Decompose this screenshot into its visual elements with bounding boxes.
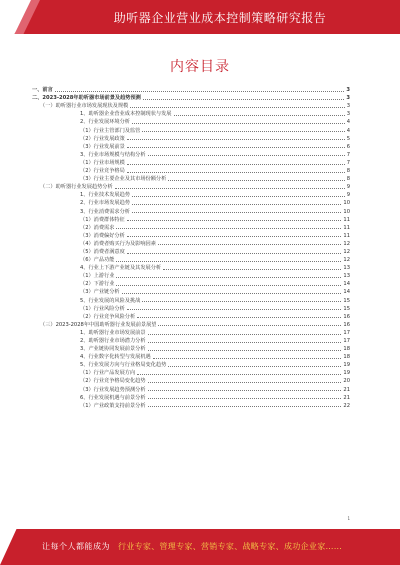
toc-entry[interactable]	[32, 344, 350, 352]
toc-entry[interactable]	[32, 368, 350, 376]
toc-entry-page: 9	[346, 184, 350, 191]
toc-entry-page: 13	[343, 273, 350, 280]
report-header	[0, 0, 400, 34]
toc-leader-dots	[115, 188, 345, 189]
toc-entry-label: 1、助听器企业营业成本控制现状与发展	[80, 111, 172, 118]
toc-entry-label: （3）行业主要企业及其市场份额分析	[80, 176, 167, 183]
toc-leader-dots	[55, 91, 345, 92]
toc-entry-label: 4、行业数字化转型与发展机遇	[80, 354, 151, 361]
toc-leader-dots	[132, 204, 341, 205]
toc-entry-page: 4	[346, 119, 350, 126]
toc-entry-page: 11	[343, 232, 350, 239]
toc-entry[interactable]	[32, 279, 350, 287]
toc-entry-page: 11	[343, 224, 350, 231]
toc-entry-page: 13	[343, 265, 350, 272]
toc-leader-dots	[158, 244, 341, 245]
toc-leader-dots	[116, 277, 341, 278]
toc-entry-label: （3）消费偏好分析	[80, 232, 125, 239]
toc-entry-label: （3）产业链分析	[80, 289, 120, 296]
toc-entry-page: 14	[343, 281, 350, 288]
toc-entry-page: 16	[343, 321, 350, 328]
toc-leader-dots	[148, 334, 342, 335]
toc-entry[interactable]	[32, 231, 350, 239]
toc-entry[interactable]	[32, 271, 350, 279]
toc-entry[interactable]	[32, 401, 350, 409]
toc-entry-label: 5、行业发展方向与行业格局变化趋势	[80, 362, 167, 369]
toc-entry[interactable]	[32, 142, 350, 150]
toc-leader-dots	[142, 131, 344, 132]
toc-entry-page: 10	[343, 208, 350, 215]
toc-entry-label: （3）行业发展趋势预测分析	[80, 386, 146, 393]
report-footer	[0, 529, 400, 565]
toc-entry[interactable]	[32, 247, 350, 255]
toc-entry[interactable]	[32, 328, 350, 336]
toc-entry-page: 8	[346, 176, 350, 183]
toc-entry-label: 3、产业链协同发展前景分析	[80, 346, 146, 353]
toc-leader-dots	[127, 220, 342, 221]
toc-entry[interactable]	[32, 109, 350, 117]
toc-entry-page: 6	[346, 143, 350, 150]
toc-entry[interactable]	[32, 304, 350, 312]
toc-entry-page: 14	[343, 289, 350, 296]
toc-leader-dots	[174, 115, 345, 116]
footer-white-slant	[0, 529, 30, 565]
toc-leader-dots	[168, 366, 341, 367]
toc-entry-label: （2）消费需求	[80, 224, 115, 231]
toc-entry-label: （1）行业主管部门及监管	[80, 127, 141, 134]
toc-entry-page: 18	[343, 346, 350, 353]
toc-entry-label: 二、2023-2028年助听器市场前景及趋势预测	[32, 95, 141, 102]
toc-entry-label: （1）产业政策支持前景分析	[80, 402, 146, 409]
toc-entry-page: 20	[343, 378, 350, 385]
toc-leader-dots	[116, 285, 341, 286]
toc-entry[interactable]	[32, 198, 350, 206]
toc-entry[interactable]	[32, 263, 350, 271]
toc-entry-label: 6、行业发展机遇与前景分析	[80, 394, 146, 401]
report-title: 助听器企业营业成本控制策略研究报告	[113, 11, 327, 25]
toc-entry[interactable]	[32, 215, 350, 223]
toc-entry[interactable]	[32, 117, 350, 125]
toc-entry-label: 2、助听器行业市场潜力分析	[80, 338, 146, 344]
toc-entry[interactable]	[32, 287, 350, 295]
toc-entry-page: 22	[343, 402, 350, 409]
toc-entry[interactable]	[32, 85, 350, 93]
toc-entry-page: 21	[343, 394, 350, 401]
toc-entry-page: 15	[343, 297, 350, 304]
toc-leader-dots	[127, 236, 342, 237]
toc-entry-label: 1、行业技术发展趋势	[80, 192, 130, 199]
toc-entry-page: 12	[343, 240, 350, 247]
toc-entry-label: （一）助听器行业市场发展现状及规模	[40, 103, 129, 110]
toc-entry[interactable]	[32, 295, 350, 303]
toc-entry-label: 3、行业市场规模与结构分析	[80, 151, 146, 158]
toc-entry-label: （2）行业竞争格局变化趋势	[80, 378, 146, 385]
toc-entry[interactable]	[32, 336, 350, 344]
toc-leader-dots	[127, 309, 342, 310]
toc-leader-dots	[132, 196, 345, 197]
toc-leader-dots	[132, 123, 345, 124]
toc-entry[interactable]	[32, 93, 350, 101]
toc-entry-page: 8	[346, 168, 350, 175]
toc-entry-label: 2、行业市场发展趋势	[80, 200, 130, 207]
toc-entry-page: 12	[343, 248, 350, 255]
toc-leader-dots	[148, 398, 342, 399]
toc-entry-label: 1、助听器行业市场发展前景	[80, 329, 146, 336]
toc-entry-page: 15	[343, 305, 350, 312]
toc-entry-page: 19	[343, 370, 350, 377]
toc-leader-dots	[127, 253, 342, 254]
toc-entry-page: 10	[343, 200, 350, 207]
table-of-contents	[32, 85, 350, 409]
toc-entry[interactable]	[32, 174, 350, 182]
toc-entry-label: 3、行业消费需求分析	[80, 208, 130, 215]
toc-entry[interactable]	[32, 352, 350, 360]
toc-leader-dots	[116, 261, 341, 262]
toc-entry-label: （1）行业产品发展方向	[80, 370, 136, 377]
toc-entry-page: 5	[346, 135, 350, 142]
toc-entry-page: 4	[346, 127, 350, 134]
toc-entry[interactable]	[32, 166, 350, 174]
toc-entry[interactable]	[32, 384, 350, 392]
toc-entry-page: 3	[346, 95, 350, 102]
toc-leader-dots	[158, 325, 341, 326]
toc-entry-label: （1）行业风险分析	[80, 305, 125, 312]
toc-leader-dots	[127, 164, 345, 165]
toc-entry[interactable]	[32, 376, 350, 384]
toc-entry-page: 11	[343, 216, 350, 223]
toc-entry-page: 17	[343, 329, 350, 336]
toc-leader-dots	[148, 382, 342, 383]
toc-leader-dots	[168, 180, 344, 181]
toc-entry-page: 18	[343, 354, 350, 361]
toc-leader-dots	[137, 374, 341, 375]
toc-entry-label: （1）行业市场规模	[80, 159, 125, 166]
toc-entry-label: （二）助听器行业发展趋势分析	[40, 184, 113, 191]
toc-entry-label: 4、行业上下游产业链及其发展分析	[80, 265, 162, 272]
toc-entry-label: （1）消费群体特征	[80, 216, 125, 223]
toc-entry-label: （4）消费者购买行为及影响因素	[80, 240, 156, 247]
toc-entry[interactable]	[32, 393, 350, 401]
toc-entry[interactable]	[32, 125, 350, 133]
toc-leader-dots	[142, 301, 341, 302]
toc-leader-dots	[148, 342, 342, 343]
toc-leader-dots	[127, 172, 345, 173]
toc-entry-label: （2）行业竞争风险分析	[80, 313, 136, 320]
page-number: 1	[347, 516, 350, 521]
toc-leader-dots	[148, 406, 342, 407]
toc-entry[interactable]	[32, 182, 350, 190]
toc-leader-dots	[116, 228, 341, 229]
toc-entry[interactable]	[32, 134, 350, 142]
toc-entry[interactable]	[32, 320, 350, 328]
toc-heading: 内容目录	[170, 59, 230, 75]
toc-leader-dots	[137, 317, 341, 318]
toc-entry-page: 7	[346, 151, 350, 158]
toc-entry[interactable]	[32, 158, 350, 166]
toc-entry-page: 7	[346, 159, 350, 166]
toc-entry-label: （2）下游行业	[80, 281, 115, 288]
toc-entry-page: 3	[346, 87, 350, 94]
toc-leader-dots	[127, 139, 345, 140]
toc-entry[interactable]	[32, 101, 350, 109]
toc-entry[interactable]	[32, 360, 350, 368]
footer-slogan: 让每个人都能成为	[42, 542, 110, 551]
toc-entry-label: （三）2023-2028年中国助听器行业发展前景展望	[40, 321, 157, 328]
footer-tagline: 行业专家、管理专家、营销专家、战略专家、成功企业家……	[118, 542, 343, 551]
toc-leader-dots	[148, 155, 345, 156]
toc-entry-label: （5）消费者满意度	[80, 248, 125, 255]
toc-entry[interactable]	[32, 312, 350, 320]
toc-entry-label: 一、前言	[32, 87, 53, 94]
toc-entry-page: 12	[343, 257, 350, 264]
toc-entry[interactable]	[32, 223, 350, 231]
toc-entry[interactable]	[32, 239, 350, 247]
toc-entry-page: 19	[343, 362, 350, 369]
toc-entry-page: 16	[343, 313, 350, 320]
toc-entry[interactable]	[32, 255, 350, 263]
toc-entry-page: 21	[343, 386, 350, 393]
toc-leader-dots	[122, 293, 342, 294]
toc-leader-dots	[148, 350, 342, 351]
toc-entry[interactable]	[32, 206, 350, 214]
toc-entry-page: 17	[343, 338, 350, 344]
toc-entry-label: （1）上游行业	[80, 273, 115, 280]
toc-leader-dots	[143, 99, 345, 100]
toc-entry-page: 9	[346, 192, 350, 199]
toc-leader-dots	[163, 269, 341, 270]
toc-entry-label: （6）产品功能	[80, 257, 115, 264]
toc-entry-label: （3）行业发展前景	[80, 143, 125, 150]
toc-leader-dots	[148, 390, 342, 391]
toc-entry[interactable]	[32, 150, 350, 158]
toc-leader-dots	[130, 107, 344, 108]
toc-entry[interactable]	[32, 190, 350, 198]
toc-entry-label: 2、行业发展环境分析	[80, 119, 130, 126]
toc-entry-label: （2）行业竞争格局	[80, 168, 125, 175]
toc-entry-page: 3	[346, 111, 350, 118]
toc-entry-label: 5、行业发展的风险及挑战	[80, 297, 141, 304]
toc-entry-label: （2）行业发展政策	[80, 135, 125, 142]
toc-leader-dots	[132, 212, 341, 213]
toc-leader-dots	[153, 358, 342, 359]
toc-leader-dots	[127, 147, 345, 148]
toc-entry-page: 3	[346, 103, 350, 110]
